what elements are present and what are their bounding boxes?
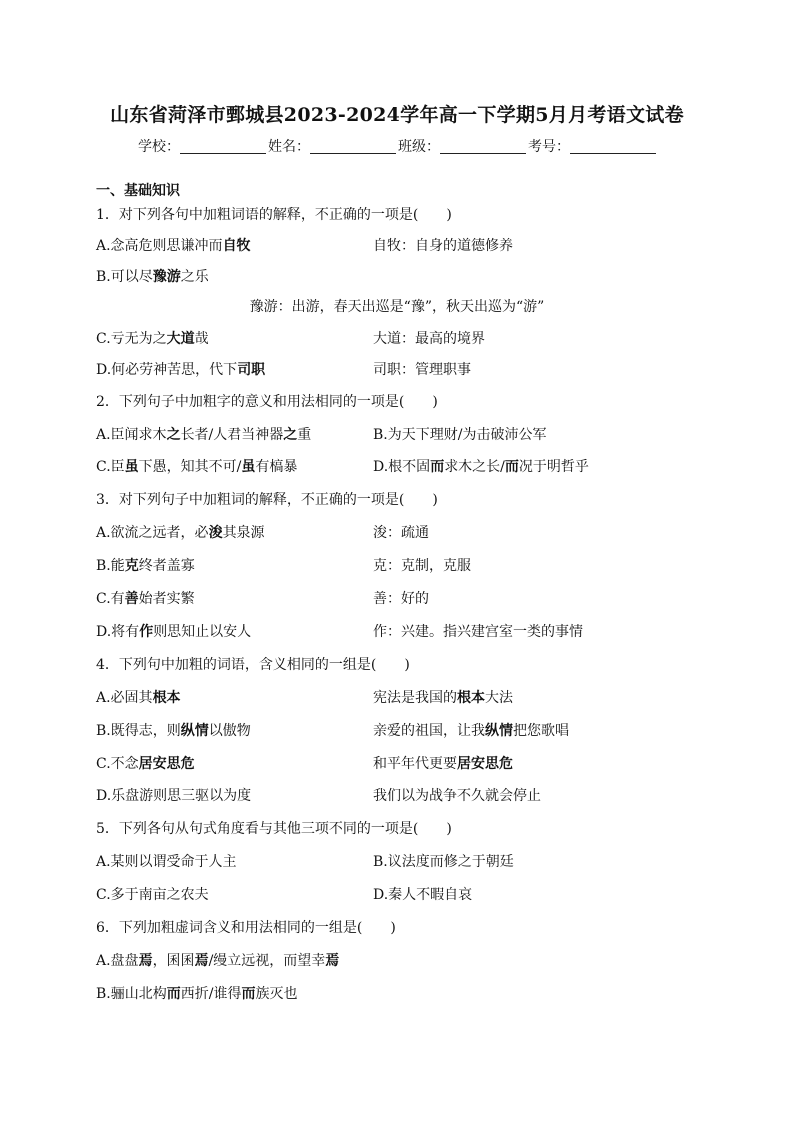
- q1-stem: 1．对下列各句中加粗词语的解释，不正确的一项是( ): [96, 207, 452, 223]
- q2-stem: 2．下列句子中加粗字的意义和用法相同的一项是( ): [96, 394, 438, 410]
- q1-option-b-explanation: 豫游：出游，春天出巡是“豫”，秋天出巡为“游”: [249, 299, 545, 315]
- q3-option-b: B.能克终者盖寡: [96, 558, 195, 574]
- q1-option-b: B.可以尽豫游之乐: [96, 269, 209, 285]
- q4-option-d-compare: 我们以为战争不久就会停止: [373, 788, 541, 804]
- q5-option-a: A.某则以谓受命于人主: [96, 854, 237, 870]
- q5-option-d: D.秦人不暇自哀: [373, 887, 473, 903]
- school-label: 学校：: [138, 139, 180, 155]
- q1-option-a-explanation: 自牧：自身的道德修养: [373, 238, 513, 254]
- q3-option-b-explanation: 克：克制，克服: [373, 558, 471, 574]
- name-label: 姓名：: [268, 139, 310, 155]
- q1-option-c: C.亏无为之大道哉: [96, 331, 209, 347]
- q4-stem: 4．下列句中加粗的词语，含义相同的一组是( ): [96, 657, 410, 673]
- q5-option-c: C.多于南亩之农夫: [96, 887, 209, 903]
- q6-stem: 6．下列加粗虚词含义和用法相同的一组是( ): [96, 920, 396, 936]
- student-info-line: [0, 136, 794, 156]
- q1-option-c-explanation: 大道：最高的境界: [373, 331, 485, 347]
- q3-stem: 3．对下列句子中加粗词的解释，不正确的一项是( ): [96, 492, 438, 508]
- section-heading: 一、基础知识: [96, 183, 180, 199]
- q5-stem: 5．下列各句从句式角度看与其他三项不同的一项是( ): [96, 821, 452, 837]
- q2-option-c: C.臣虽下愚，知其不可/虽有槁暴: [96, 459, 298, 475]
- number-label: 考号：: [528, 139, 570, 155]
- q2-option-a: A.臣闻求木之长者/人君当神器之重: [96, 427, 312, 443]
- q4-option-b: B.既得志，则纵情以傲物: [96, 723, 251, 739]
- q2-option-d: D.根不固而求木之长/而况于明哲乎: [373, 459, 589, 475]
- number-blank[interactable]: [570, 139, 656, 154]
- q3-option-c: C.有善始者实繁: [96, 591, 195, 607]
- q4-option-d: D.乐盘游则思三驱以为度: [96, 788, 252, 804]
- q1-option-d-explanation: 司职：管理职事: [373, 362, 471, 378]
- q3-option-a-explanation: 浚：疏通: [373, 525, 429, 541]
- class-label: 班级：: [398, 139, 440, 155]
- q4-option-a-compare: 宪法是我国的根本大法: [373, 690, 513, 706]
- q6-option-b: B.骊山北构而西折/谁得而族灭也: [96, 986, 298, 1002]
- q2-option-b: B.为天下理财/为击破沛公军: [373, 427, 547, 443]
- school-blank[interactable]: [180, 139, 266, 154]
- q1-option-a: A.念高危则思谦冲而自牧: [96, 238, 251, 254]
- q3-option-a: A.欲流之远者，必浚其泉源: [96, 525, 265, 541]
- q4-option-b-compare: 亲爱的祖国，让我纵情把您歌唱: [373, 723, 569, 739]
- q6-option-a: A.盘盘焉，囷囷焉/缦立远视，而望幸焉: [96, 953, 340, 969]
- q1-option-d: D.何必劳神苦思，代下司职: [96, 362, 266, 378]
- q4-option-c-compare: 和平年代更要居安思危: [373, 756, 513, 772]
- q3-option-c-explanation: 善：好的: [373, 591, 429, 607]
- q5-option-b: B.议法度而修之于朝廷: [373, 854, 514, 870]
- class-blank[interactable]: [440, 139, 526, 154]
- q4-option-c: C.不念居安思危: [96, 756, 195, 772]
- q4-option-a: A.必固其根本: [96, 690, 181, 706]
- q3-option-d: D.将有作则思知止以安人: [96, 624, 252, 640]
- page-title: 山东省菏泽市鄄城县2023-2024学年高一下学期5月月考语文试卷: [110, 104, 684, 126]
- name-blank[interactable]: [310, 139, 396, 154]
- q3-option-d-explanation: 作：兴建。指兴建宫室一类的事情: [373, 624, 583, 640]
